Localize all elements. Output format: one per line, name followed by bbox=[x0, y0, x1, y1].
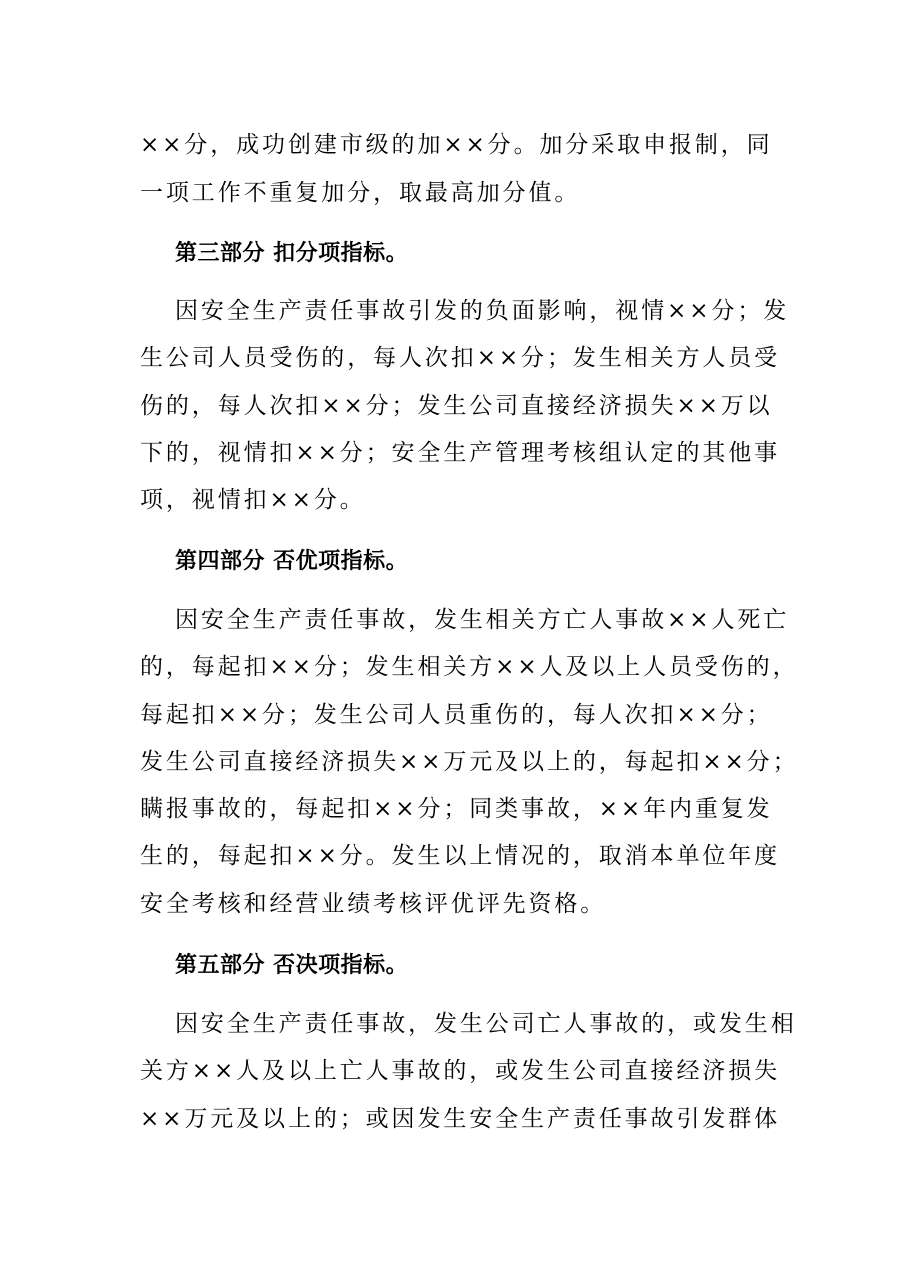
section-heading-4: 第四部分 否优项指标。 bbox=[175, 548, 409, 574]
paragraph-line: 伤的，每人次扣××分；发生公司直接经济损失××万以 bbox=[140, 393, 773, 419]
paragraph-line: ××万元及以上的；或因发生安全生产责任事故引发群体 bbox=[140, 1106, 781, 1132]
paragraph-line: 关方××人及以上亡人事故的，或发生公司直接经济损失 bbox=[140, 1058, 781, 1084]
paragraph-line: 项，视情扣××分。 bbox=[140, 487, 366, 513]
paragraph-line: 生公司人员受伤的，每人次扣××分；发生相关方人员受 bbox=[140, 345, 781, 371]
paragraph-line: 因安全生产责任事故引发的负面影响，视情××分；发 bbox=[175, 298, 790, 324]
paragraph-line: 发生公司直接经济损失××万元及以上的，每起扣××分； bbox=[140, 749, 799, 775]
paragraph-line: 下的，视情扣××分；安全生产管理考核组认定的其他事 bbox=[140, 440, 781, 466]
paragraph-line: ××分，成功创建市级的加××分。加分采取申报制，同 bbox=[140, 132, 773, 158]
paragraph-line: 生的，每起扣××分。发生以上情况的，取消本单位年度 bbox=[140, 843, 781, 869]
section-heading-5: 第五部分 否决项指标。 bbox=[175, 952, 409, 978]
paragraph-line: 的，每起扣××分；发生相关方××人及以上人员受伤的， bbox=[140, 654, 799, 680]
paragraph-line: 安全考核和经营业绩考核评优评先资格。 bbox=[140, 891, 607, 917]
paragraph-line: 一项工作不重复加分，取最高加分值。 bbox=[140, 180, 581, 206]
paragraph-line: 瞒报事故的，每起扣××分；同类事故，××年内重复发 bbox=[140, 796, 773, 822]
paragraph-line: 因安全生产责任事故，发生公司亡人事故的，或发生相 bbox=[175, 1011, 797, 1037]
paragraph-line: 因安全生产责任事故，发生相关方亡人事故××人死亡 bbox=[175, 607, 790, 633]
section-heading-3: 第三部分 扣分项指标。 bbox=[175, 240, 409, 266]
paragraph-line: 每起扣××分；发生公司人员重伤的，每人次扣××分； bbox=[140, 702, 773, 728]
